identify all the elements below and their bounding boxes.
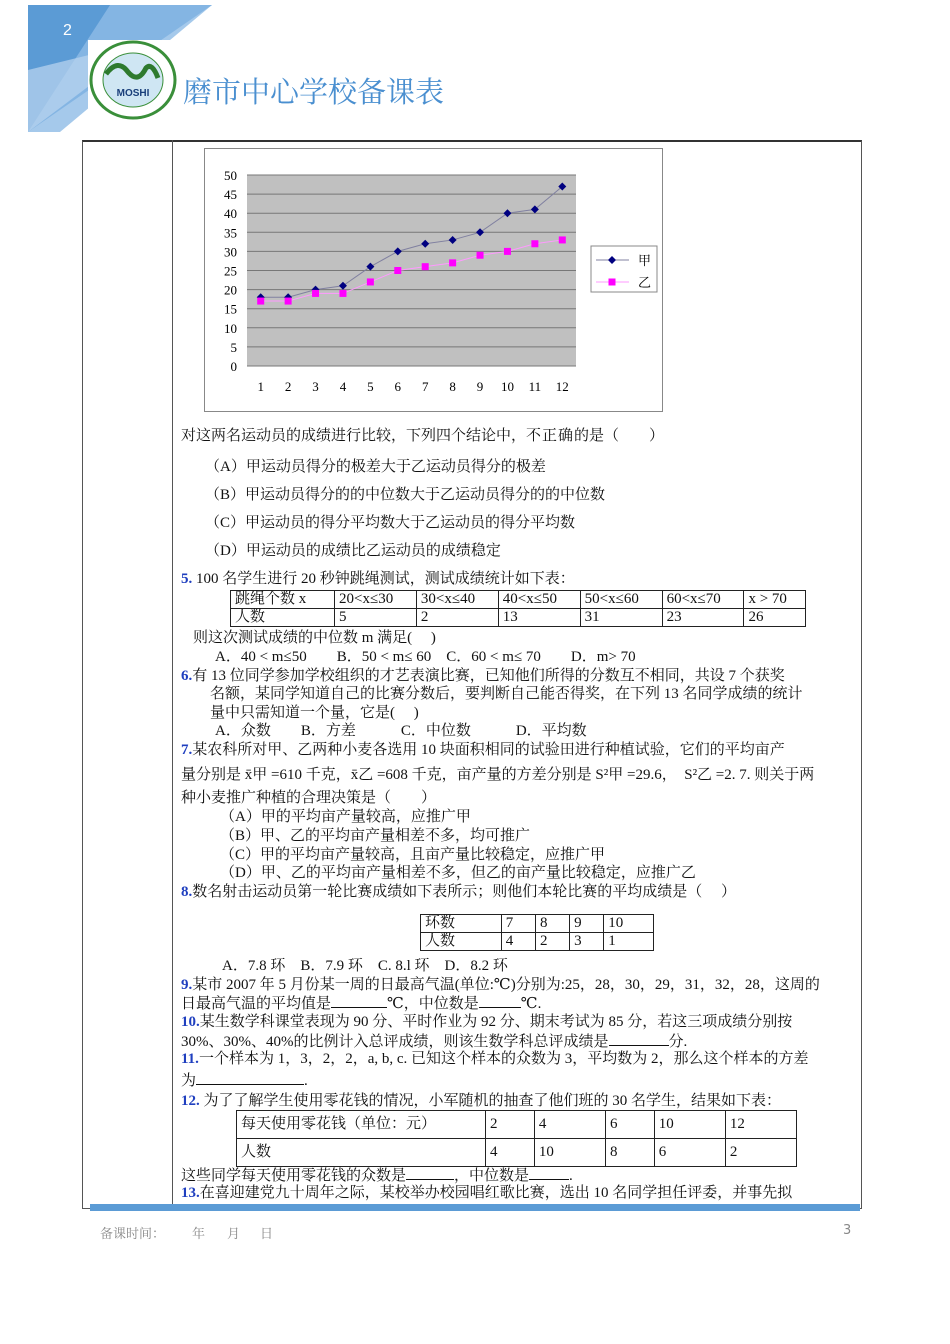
q6-line1: 6.有 13 位同学参加学校组织的才艺表演比赛，已知他们所得的分数互不相同，共设 7 个获奖: [181, 668, 785, 684]
y-tick-label: 10: [224, 320, 237, 336]
left-column-divider: [172, 140, 173, 1206]
table-row: 人数 5 2 13 31 23 26: [231, 609, 806, 627]
q10-line2: 30%、30%、40%的比例计入总评成绩，则该生数学科总评成绩是 分.: [181, 1031, 687, 1052]
x-tick-label: 8: [449, 379, 456, 394]
legend-marker: [609, 279, 616, 286]
q4-option-c: （C）甲运动员的得分平均数大于乙运动员的得分平均数: [205, 515, 576, 531]
answer-blank: [479, 993, 521, 1008]
footer-page-number: 3: [843, 1223, 852, 1238]
data-point: [477, 252, 484, 259]
q7-line3: 种小麦推广种植的合理决策是（ ）: [181, 790, 437, 806]
y-tick-label: 5: [230, 339, 237, 355]
answer-blank: [196, 1070, 304, 1085]
q5-stem: 5. 100 名学生进行 20 秒钟跳绳测试，测试成绩统计如下表：: [181, 571, 575, 587]
x-tick-label: 1: [257, 379, 264, 394]
q12-stem: 12. 为了了解学生使用零花钱的情况，小军随机的抽查了他们班的 30 名学生，结果如下表：: [181, 1093, 782, 1109]
logo-text: MOSHI: [116, 88, 150, 99]
table-row: 每天使用零花钱（单位：元） 2 4 6 10 12: [237, 1111, 797, 1139]
q8-stem: 8.数名射击运动员第一轮比赛成绩如下表所示；则他们本轮比赛的平均成绩是（ ）: [181, 884, 737, 900]
emphasis-text: 不正确: [526, 428, 575, 444]
legend-label: 乙: [638, 276, 652, 291]
footer-date-label: 备课时间：: [100, 1227, 166, 1242]
y-tick-label: 40: [224, 206, 237, 222]
x-tick-label: 5: [367, 379, 374, 394]
y-tick-label: 20: [224, 282, 237, 298]
data-point: [257, 298, 264, 305]
y-tick-label: 0: [230, 359, 237, 374]
q12-table: [236, 1110, 797, 1167]
x-tick-label: 9: [476, 379, 484, 394]
q9-line1: 9.某市 2007 年 5 月份某一周的日最高气温(单位:℃)分别为:25，28，30，29，31，32，28，这周的: [181, 977, 820, 993]
school-title: 磨市中心学校备课表: [183, 75, 445, 109]
q11-line1: 11.一个样本为 1，3，2，2，a, b, c. 已知这个样本的众数为 3，平均数为 2，那么这个样本的方差: [181, 1051, 809, 1067]
data-point: [449, 259, 456, 266]
data-point: [504, 248, 511, 255]
y-tick-label: 30: [224, 244, 237, 260]
legend-label: 甲: [638, 254, 652, 269]
q4-option-b: （B）甲运动员得分的的中位数大于乙运动员得分的的中位数: [205, 487, 606, 503]
footer-month: 月: [227, 1227, 241, 1242]
data-point: [285, 298, 292, 305]
q4-option-a: （A）甲运动员得分的极差大于乙运动员得分的极差: [205, 459, 546, 475]
table-row: 人数 4 10 8 6 2: [237, 1139, 797, 1167]
data-point: [312, 290, 319, 297]
q10-line1: 10.某生数学科课堂表现为 90 分、平时作业为 92 分、期末考试为 85 分，若这三项成绩分别按: [181, 1014, 793, 1030]
answer-blank: [331, 993, 387, 1008]
x-tick-label: 11: [528, 379, 542, 394]
y-tick-label: 45: [224, 187, 237, 203]
q6-options: A．众数 B．方差 C．中位数 D．平均数: [215, 723, 587, 739]
x-tick-label: 7: [421, 379, 429, 394]
header-page-number: 2: [63, 22, 72, 39]
q4-stem: 对这两名运动员的成绩进行比较，下列四个结论中，不正确的是（ ）: [181, 428, 665, 444]
y-tick-label: 15: [224, 301, 237, 317]
q13-line1: 13.在喜迎建党九十周年之际，某校举办校园唱红歌比赛，选出 10 名同学担任评委，并事先拟: [181, 1185, 793, 1201]
footer-bar: [90, 1204, 860, 1211]
answer-blank: [529, 1165, 569, 1180]
footer-day: 日: [260, 1227, 274, 1242]
table-row: 环数 7 8 9 10: [421, 915, 654, 933]
y-tick-label: 35: [224, 225, 237, 241]
q4-option-d: （D）甲运动员的成绩比乙运动员的成绩稳定: [205, 543, 501, 559]
x-tick-label: 3: [312, 379, 319, 394]
x-tick-label: 10: [500, 379, 514, 394]
q7-option-a: （A）甲的平均亩产量较高，应推广甲: [220, 809, 471, 825]
footer-year: 年: [192, 1227, 206, 1242]
q7-option-b: （B）甲、乙的平均亩产量相差不多，均可推广: [220, 828, 531, 844]
q11-line2: 为 .: [181, 1070, 308, 1091]
y-tick-label: 50: [224, 168, 237, 183]
answer-blank: [609, 1031, 669, 1046]
table-row: 跳绳个数 x 20<x≤30 30<x≤40 40<x≤50 50<x≤60 60<x≤70 x > 70: [231, 591, 806, 609]
q8-options: A．7.8 环 B．7.9 环 C. 8.l 环 D．8.2 环: [222, 958, 508, 974]
x-tick-label: 6: [394, 379, 402, 394]
q5-table: [230, 590, 806, 627]
q12-question: 这些同学每天使用零花钱的众数是 ，中位数是 .: [181, 1165, 573, 1186]
q6-line3: 量中只需知道一个量，它是( ): [210, 705, 419, 721]
y-tick-label: 25: [224, 263, 237, 279]
x-tick-label: 2: [284, 379, 292, 394]
q7-option-c: （C）甲的平均亩产量较高，且亩产量比较稳定，应推广甲: [220, 847, 606, 863]
x-tick-label: 4: [339, 379, 347, 394]
q8-table: [420, 914, 654, 951]
data-point: [339, 290, 346, 297]
q7-line2: 量分别是 x̄甲 =610 千克，x̄乙 =608 千克，亩产量的方差分别是 S²甲 =29.6， S²乙 =2. 7. 则关于两: [181, 767, 815, 783]
q5-options: A．40 < m≤50 B．50 < m≤ 60 C．60 < m≤ 70 D．m> 70: [215, 649, 636, 665]
data-point: [394, 267, 401, 274]
data-point: [531, 240, 538, 247]
school-logo: [88, 40, 178, 120]
answer-blank: [406, 1165, 454, 1180]
data-point: [422, 263, 429, 270]
table-row: 人数 4 2 3 1: [421, 933, 654, 951]
q9-line2: 日最高气温的平均值是 ℃，中位数是 ℃.: [181, 993, 541, 1014]
x-tick-label: 12: [555, 379, 569, 394]
line-chart: [204, 148, 663, 412]
q5-question: 则这次测试成绩的中位数 m 满足( ): [193, 630, 436, 646]
data-point: [367, 278, 374, 285]
q7-line1: 7.某农科所对甲、乙两种小麦各选用 10 块面积相同的试验田进行种植试验，它们的平均亩产: [181, 742, 785, 758]
q7-option-d: （D）甲、乙的平均亩产量相差不多，但乙的亩产量比较稳定，应推广乙: [220, 865, 696, 881]
q6-line2: 名额，某同学知道自己的比赛分数后，要判断自己能否得奖，在下列 13 名同学成绩的统计: [210, 686, 803, 702]
data-point: [559, 236, 566, 243]
